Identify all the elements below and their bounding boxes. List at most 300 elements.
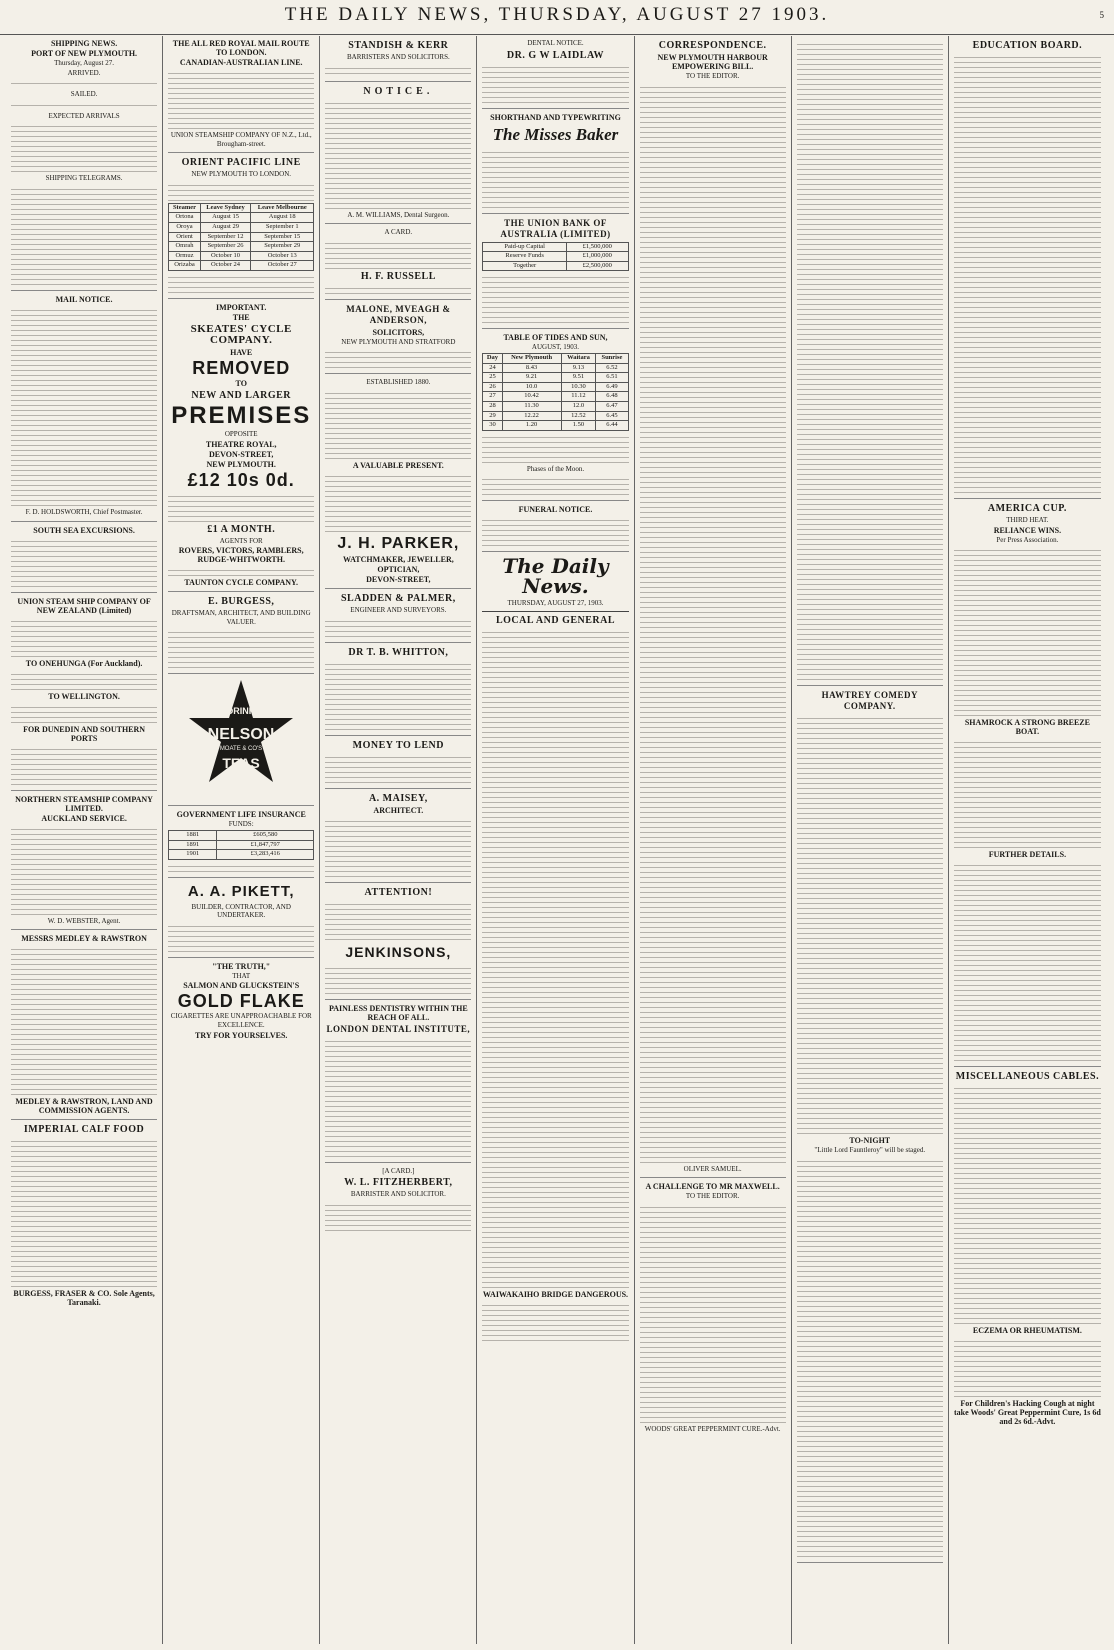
table-cell: 1881 xyxy=(169,830,217,840)
text-lines xyxy=(11,1137,157,1287)
union-bank-heading: THE UNION BANK OF AUSTRALIA (LIMITED) xyxy=(500,217,611,239)
telegrams-heading: SHIPPING TELEGRAMS. xyxy=(45,174,123,183)
jenkinsons-heading: JENKINSONS, xyxy=(345,943,452,960)
port-date: Thursday, August 27. xyxy=(54,59,114,67)
burgess-heading: E. BURGESS, xyxy=(208,596,275,608)
jenkinsons-advert xyxy=(325,887,471,1000)
text-lines xyxy=(325,99,471,209)
table-row xyxy=(483,401,628,411)
card-heading: A CARD. xyxy=(384,228,413,237)
notice-heading: NOTICE. xyxy=(363,85,434,97)
text-lines xyxy=(954,738,1101,848)
table-cell: £1,500,000 xyxy=(566,242,628,252)
samuel-signature: OLIVER SAMUEL. xyxy=(683,1164,742,1173)
table-row xyxy=(483,411,628,421)
star-bot-text: TEAS xyxy=(222,755,260,772)
shipping-news-section xyxy=(11,39,157,291)
union-ss-signature: UNION STEAMSHIP COMPANY OF N.Z., Ltd., Brougham-street. xyxy=(170,131,312,148)
correspondence-section xyxy=(640,40,786,1178)
text-lines xyxy=(168,862,314,872)
table-row xyxy=(169,232,314,242)
northern-heading: NORTHERN STEAMSHIP COMPANY LIMITED. xyxy=(15,794,153,813)
table-header: Leave Melbourne xyxy=(251,203,314,213)
text-lines xyxy=(11,306,157,506)
london-dental-heading: LONDON DENTAL INSTITUTE, xyxy=(326,1023,471,1034)
fauntleroy-line: "Little Lord Fauntleroy" will be staged. xyxy=(814,1146,926,1154)
text-lines xyxy=(482,63,628,103)
table-cell: £1,000,000 xyxy=(566,252,628,262)
text-lines xyxy=(11,945,157,1095)
the-word: THE xyxy=(232,312,250,322)
text-lines xyxy=(954,1084,1101,1324)
fitzherbert-heading: W. L. FITZHERBERT, xyxy=(344,1177,453,1189)
table-row xyxy=(169,213,314,223)
arrived-heading: ARRIVED. xyxy=(67,68,101,77)
month-heading: £1 A MONTH. xyxy=(207,523,276,535)
funeral-section xyxy=(482,505,628,552)
column-4 xyxy=(477,36,634,1644)
standish-heading: STANDISH & KERR xyxy=(348,40,449,51)
text-lines xyxy=(325,389,471,459)
table-cell: October 13 xyxy=(251,251,314,261)
text-lines xyxy=(325,1201,471,1231)
text-lines xyxy=(482,516,628,546)
table-cell: 26 xyxy=(483,382,502,392)
table-cell: September 29 xyxy=(251,242,314,252)
table-cell: 1.50 xyxy=(561,421,596,431)
malone-sub: SOLICITORS, xyxy=(372,327,425,337)
burgess-subheading: DRAFTSMAN, ARCHITECT, AND BUILDING VALUER. xyxy=(171,609,311,626)
table-cell: 12.22 xyxy=(502,411,561,421)
text-lines xyxy=(11,825,157,915)
misc-heading: MISCELLANEOUS CABLES. xyxy=(955,1071,1100,1083)
america-cup-section xyxy=(954,503,1101,1067)
maisey-heading: A. MAISEY, xyxy=(368,792,428,804)
auckland-service-heading: AUCKLAND SERVICE. xyxy=(41,813,127,823)
taunton-heading: TAUNTON CYCLE COMPANY. xyxy=(184,578,299,588)
russell-card xyxy=(325,228,471,300)
star-logo xyxy=(168,678,314,798)
education-section xyxy=(954,40,1101,499)
column-1 xyxy=(6,36,163,1644)
chest-advert: For Children's Hacking Cough at night take Woods' Great Peppermint Cure, 1s 6d and 2s 6d.-Advt. xyxy=(953,1399,1101,1427)
text-lines xyxy=(482,273,628,323)
text-lines xyxy=(325,239,471,269)
parker-sub: WATCHMAKER, JEWELLER, xyxy=(342,554,454,564)
masthead xyxy=(0,0,1114,35)
money-advert xyxy=(325,740,471,789)
table-cell: Orizaba xyxy=(169,261,201,271)
table-cell: 6.44 xyxy=(596,421,628,431)
table-cell: 27 xyxy=(483,392,502,402)
table-cell: 9.51 xyxy=(561,373,596,383)
column-2 xyxy=(163,36,320,1644)
text-lines xyxy=(797,40,943,680)
premises-heading: PREMISES xyxy=(171,401,312,429)
funds-table xyxy=(168,830,314,860)
hawtrey-section xyxy=(797,690,943,1563)
text-lines xyxy=(325,964,471,994)
skeates-advert xyxy=(168,303,314,592)
northern-ss-advert xyxy=(11,795,157,931)
laidlaw-advert xyxy=(482,39,628,109)
reliance-wins: RELIANCE WINS. xyxy=(993,525,1062,535)
table-row xyxy=(169,850,314,860)
hawtrey-heading: HAWTREY COMEDY COMPANY. xyxy=(821,690,918,711)
opposite-word: OPPOSITE xyxy=(224,429,258,438)
devon-street: DEVON-STREET, xyxy=(209,449,274,459)
sladden-heading: SLADDEN & PALMER, xyxy=(340,592,456,604)
table-cell: 6.51 xyxy=(596,373,628,383)
established-heading: ESTABLISHED 1880. xyxy=(366,378,431,387)
education-heading: EDUCATION BOARD. xyxy=(972,40,1083,51)
williams-signature: A. M. WILLIAMS, Dental Surgeon. xyxy=(347,210,450,219)
table-header: Waitara xyxy=(561,353,596,363)
text-lines xyxy=(168,69,314,129)
royal-mail-heading: THE ALL RED ROYAL MAIL ROUTE TO LONDON. xyxy=(172,39,310,57)
london-dental-advert xyxy=(325,1004,471,1163)
to-night-heading: TO-NIGHT xyxy=(849,1136,891,1145)
table-row xyxy=(483,363,628,373)
mail-notice-section xyxy=(11,295,157,522)
divider xyxy=(482,611,628,612)
page-marker: 5 xyxy=(1099,10,1104,20)
table-row xyxy=(169,222,314,232)
table-header-row xyxy=(483,353,628,363)
table-cell: Oroya xyxy=(169,222,201,232)
fitzherbert-advert xyxy=(325,1167,471,1236)
table-header: Leave Sydney xyxy=(200,203,250,213)
fitzherbert-sub: BARRISTER AND SOLICITOR. xyxy=(350,1190,446,1199)
table-cell: 11.12 xyxy=(561,392,596,402)
orient-line-advert xyxy=(168,157,314,299)
misses-baker-advert xyxy=(482,113,628,214)
challenge-section xyxy=(640,1182,786,1437)
text-lines xyxy=(797,714,943,1134)
text-lines xyxy=(954,861,1101,1061)
port-heading: PORT OF NEW PLYMOUTH. xyxy=(31,49,138,58)
table-cell: 6.49 xyxy=(596,382,628,392)
gold-flake-heading: GOLD FLAKE xyxy=(177,991,305,1012)
price-heading: £12 10s 0d. xyxy=(187,469,295,490)
text-lines xyxy=(168,273,314,293)
column-5 xyxy=(635,36,792,1644)
table-cell: Together xyxy=(483,261,566,271)
further-heading: FURTHER DETAILS. xyxy=(988,850,1067,860)
phases-heading: Phases of the Moon. xyxy=(526,464,585,473)
text-lines xyxy=(482,148,628,208)
text-lines xyxy=(325,64,471,76)
royal-mail-advert xyxy=(168,39,314,153)
table-row xyxy=(483,421,628,431)
text-lines xyxy=(11,617,157,657)
text-lines xyxy=(954,53,1101,493)
correspondence-heading: CORRESPONDENCE. xyxy=(658,40,767,51)
to-editor2-heading: TO THE EDITOR. xyxy=(685,1192,740,1201)
harbour-heading: NEW PLYMOUTH HARBOUR EMPOWERING BILL. xyxy=(657,53,768,71)
text-lines xyxy=(11,745,157,785)
eczema-heading: ECZEMA OR RHEUMATISM. xyxy=(972,1326,1082,1336)
canadian-heading: CANADIAN-AUSTRALIAN LINE. xyxy=(179,58,303,67)
wellington-heading: TO WELLINGTON. xyxy=(48,691,120,701)
text-lines xyxy=(168,922,314,952)
table-cell: £3,283,416 xyxy=(217,850,314,860)
table-row xyxy=(483,373,628,383)
imperial-calf-advert xyxy=(11,1124,157,1311)
table-header: Sunrise xyxy=(596,353,628,363)
column-3 xyxy=(320,36,477,1644)
sailed-heading: SAILED. xyxy=(70,90,98,99)
onehunga-heading: TO ONEHUNGA (For Auckland). xyxy=(25,658,143,668)
nelson-teas-advert xyxy=(168,678,314,806)
text-lines xyxy=(325,617,471,637)
harbour-cont-section xyxy=(797,40,943,686)
optician-heading: OPTICIAN, xyxy=(377,564,420,574)
table-row xyxy=(169,261,314,271)
misc-cables-section xyxy=(954,1071,1101,1430)
truth-heading: "THE TRUTH," xyxy=(212,961,271,971)
press-association: Per Press Association. xyxy=(996,535,1059,544)
table-cell: 24 xyxy=(483,363,502,373)
table-cell: 12.52 xyxy=(561,411,596,421)
text-lines xyxy=(168,492,314,522)
challenge-heading: A CHALLENGE TO MR MAXWELL. xyxy=(645,1182,780,1192)
table-cell: August 29 xyxy=(200,222,250,232)
table-cell: 10.0 xyxy=(502,382,561,392)
text-lines xyxy=(11,122,157,172)
table-cell: Omrah xyxy=(169,242,201,252)
govt-insurance-advert xyxy=(168,810,314,877)
parker-heading: J. H. PARKER, xyxy=(337,534,460,552)
whitton-advert xyxy=(325,647,471,736)
table-cell: August 15 xyxy=(200,213,250,223)
mail-signature: F. D. HOLDSWORTH, Chief Postmaster. xyxy=(25,507,143,516)
gold-flake-advert xyxy=(168,962,314,1044)
table-cell: 25 xyxy=(483,373,502,383)
theatre-royal: THEATRE ROYAL, xyxy=(205,439,277,449)
burgess-fraser: BURGESS, FRASER & CO. Sole Agents, Taranaki. xyxy=(13,1289,155,1308)
removed-heading: REMOVED xyxy=(192,357,291,378)
union-ss-heading: UNION STEAM SHIP COMPANY OF NEW ZEALAND (Limited) xyxy=(17,596,151,615)
table-cell: Ortona xyxy=(169,213,201,223)
text-lines xyxy=(797,1157,943,1557)
laidlaw-heading: DR. G W LAIDLAW xyxy=(506,49,605,61)
table-cell: 6.48 xyxy=(596,392,628,402)
important-heading: IMPORTANT. xyxy=(216,302,267,312)
new-plymouth: NEW PLYMOUTH. xyxy=(206,459,276,469)
pikett-subheading: BUILDER, CONTRACTOR, AND UNDERTAKER. xyxy=(191,902,291,920)
table-cell: 6.52 xyxy=(596,363,628,373)
table-cell: September 1 xyxy=(251,222,314,232)
text-lines xyxy=(11,670,157,690)
local-general-heading: LOCAL AND GENERAL xyxy=(495,614,616,626)
webster-signature: W. D. WEBSTER, Agent. xyxy=(47,916,121,925)
text-lines xyxy=(11,79,157,88)
table-row xyxy=(483,242,628,252)
text-lines xyxy=(482,475,628,495)
expected-heading: EXPECTED ARRIVALS xyxy=(48,111,120,120)
table-header: Steamer xyxy=(169,203,201,213)
star-mid2-text: MOATE & CO'S xyxy=(220,746,263,753)
valuable-heading: A VALUABLE PRESENT. xyxy=(352,460,444,470)
text-lines xyxy=(11,703,157,723)
to-word: TO xyxy=(235,378,247,388)
text-lines xyxy=(954,546,1101,716)
table-row xyxy=(169,251,314,261)
table-cell: September 26 xyxy=(200,242,250,252)
money-heading: MONEY TO LEND xyxy=(352,739,445,751)
daily-news-logo: The Daily News. xyxy=(502,554,609,599)
russell-heading: H. F. RUSSELL xyxy=(360,270,436,282)
daily-news-section xyxy=(482,556,628,1346)
tides-table xyxy=(482,353,628,431)
table-cell: October 27 xyxy=(251,261,314,271)
shamrock-heading: SHAMROCK A STRONG BREEZE BOAT. xyxy=(964,718,1090,737)
table-row xyxy=(483,261,628,271)
table-cell: 9.13 xyxy=(561,363,596,373)
column-6 xyxy=(792,36,949,1644)
text-lines xyxy=(325,900,471,940)
sladden-advert xyxy=(325,593,471,643)
table-cell: 10.42 xyxy=(502,392,561,402)
table-cell: 1.20 xyxy=(502,421,561,431)
south-sea-heading: SOUTH SEA EXCURSIONS. xyxy=(33,525,135,535)
misses-baker-heading: The Misses Baker xyxy=(492,124,619,144)
table-cell: 11.30 xyxy=(502,401,561,411)
orient-heading: ORIENT PACIFIC LINE xyxy=(181,157,301,169)
table-cell: 6.45 xyxy=(596,411,628,421)
attention-heading: ATTENTION! xyxy=(364,886,433,898)
that-word: THAT xyxy=(232,971,251,980)
dental-notice-advert xyxy=(325,86,471,225)
table-cell: September 12 xyxy=(200,232,250,242)
column-7 xyxy=(949,36,1106,1644)
shorthand-heading: SHORTHAND AND TYPEWRITING xyxy=(490,112,621,122)
whitton-heading: DR T. B. WHITTON, xyxy=(348,646,449,658)
text-lines xyxy=(168,628,314,668)
table-row xyxy=(169,840,314,850)
gold-flake-sub: CIGARETTES ARE UNAPPROACHABLE FOR EXCELLENCE. xyxy=(170,1012,312,1030)
mail-notice-heading: MAIL NOTICE. xyxy=(55,294,113,304)
malone-advert xyxy=(325,304,471,375)
burgess-advert xyxy=(168,596,314,674)
table-cell: £605,580 xyxy=(217,830,314,840)
malone-heading: MALONE, MVEAGH & ANDERSON, xyxy=(346,303,451,325)
table-cell: Paid-up Capital xyxy=(483,242,566,252)
table-cell: 28 xyxy=(483,401,502,411)
table-cell: 8.43 xyxy=(502,363,561,373)
text-lines xyxy=(325,660,471,730)
text-lines xyxy=(325,472,471,532)
union-ss-advert xyxy=(11,597,157,791)
agents-for: AGENTS FOR xyxy=(219,536,263,545)
try-heading: TRY FOR YOURSELVES. xyxy=(195,1030,288,1040)
dental-heading: DENTAL NOTICE. xyxy=(527,39,584,47)
america-heading: AMERICA CUP. xyxy=(987,503,1067,514)
table-row xyxy=(483,392,628,402)
star-top-text: DRINK xyxy=(226,706,256,717)
newspaper-title: THE DAILY NEWS, THURSDAY, AUGUST 27 1903. xyxy=(284,4,830,25)
south-sea-section xyxy=(11,526,157,593)
table-header: New Plymouth xyxy=(502,353,561,363)
table-cell: August 18 xyxy=(251,213,314,223)
table-cell: 30 xyxy=(483,421,502,431)
table-cell: September 15 xyxy=(251,232,314,242)
funds-label: FUNDS: xyxy=(228,820,254,829)
pikett-heading: A. A. PIKETT, xyxy=(187,882,295,900)
malone-location: NEW PLYMOUTH AND STRATFORD xyxy=(341,337,456,346)
text-lines xyxy=(168,566,314,576)
text-lines xyxy=(11,101,157,110)
text-lines xyxy=(325,1037,471,1157)
table-cell: Orient xyxy=(169,232,201,242)
table-cell: 29 xyxy=(483,411,502,421)
table-row xyxy=(169,830,314,840)
cycle-brands: ROVERS, VICTORS, RAMBLERS, RUDGE-WHITWORTH. xyxy=(178,546,304,565)
text-lines xyxy=(640,1203,786,1423)
new-larger-heading: NEW AND LARGER xyxy=(191,389,292,401)
to-editor-heading: TO THE EDITOR. xyxy=(685,72,740,80)
painless-heading: PAINLESS DENTISTRY WITHIN THE REACH OF ALL. xyxy=(328,1003,468,1022)
medley-footer: MEDLEY & RAWSTRON, LAND AND COMMISSION AGENTS. xyxy=(15,1097,153,1116)
medley-advert xyxy=(11,934,157,1120)
maisey-advert xyxy=(325,793,471,883)
table-cell: Ormuz xyxy=(169,251,201,261)
table-cell: 6.47 xyxy=(596,401,628,411)
text-lines xyxy=(640,83,786,1163)
third-heat: THIRD HEAT. xyxy=(1006,516,1049,524)
parker-devon: DEVON-STREET, xyxy=(366,574,431,584)
woods-advert: WOODS' GREAT PEPPERMINT CURE.-Advt. xyxy=(644,1424,781,1433)
salmon-heading: SALMON AND GLUCKSTEIN'S xyxy=(183,981,300,991)
table-cell: £2,500,000 xyxy=(566,261,628,271)
medley-heading: MESSRS MEDLEY & RAWSTRON xyxy=(21,934,147,944)
text-lines xyxy=(482,433,628,463)
card2-heading: [A CARD.] xyxy=(382,1166,415,1175)
standish-advert xyxy=(325,40,471,82)
text-lines xyxy=(325,284,471,294)
table-row xyxy=(483,252,628,262)
tides-heading: TABLE OF TIDES AND SUN, xyxy=(503,333,608,343)
star-icon xyxy=(181,678,301,798)
waiwakaiho-heading: WAIWAKAIHO BRIDGE DANGEROUS. xyxy=(482,1289,629,1299)
text-lines xyxy=(11,185,157,285)
shipping-news-heading: SHIPPING NEWS. xyxy=(50,39,118,48)
parker-advert xyxy=(325,378,471,589)
sladden-sub: ENGINEER AND SURVEYORS. xyxy=(350,605,447,614)
table-row xyxy=(483,382,628,392)
govt-heading: GOVERNMENT LIFE INSURANCE xyxy=(176,810,306,820)
maisey-sub: ARCHITECT. xyxy=(373,805,424,815)
star-mid-text: NELSON xyxy=(207,726,275,744)
table-cell: October 24 xyxy=(200,261,250,271)
tides-section xyxy=(482,333,628,501)
table-row xyxy=(169,242,314,252)
table-cell: 1901 xyxy=(169,850,217,860)
table-cell: 10.30 xyxy=(561,382,596,392)
dunedin-heading: FOR DUNEDIN AND SOUTHERN PORTS xyxy=(23,724,146,743)
union-bank-advert xyxy=(482,218,628,330)
text-lines xyxy=(325,348,471,368)
text-lines xyxy=(11,537,157,587)
orient-subheading: NEW PLYMOUTH TO LONDON. xyxy=(191,170,292,179)
text-lines xyxy=(482,628,628,1288)
table-cell: October 10 xyxy=(200,251,250,261)
text-lines xyxy=(954,1337,1101,1397)
table-cell: 9.21 xyxy=(502,373,561,383)
table-cell: 12.0 xyxy=(561,401,596,411)
text-lines xyxy=(168,181,314,201)
